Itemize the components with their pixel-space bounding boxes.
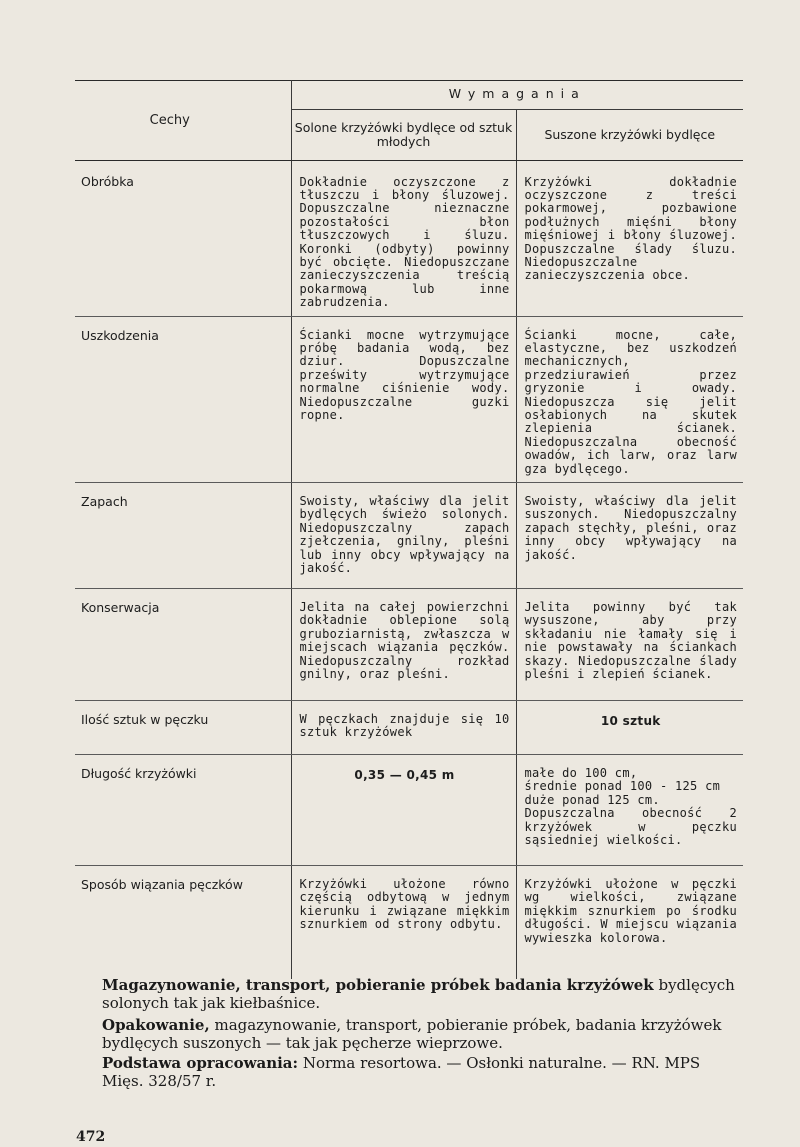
table-row: [75, 755, 743, 866]
row-salted: 0,35 — 0,45 m: [291, 755, 516, 866]
table-row: [75, 483, 743, 589]
page-number: 472: [76, 1129, 106, 1145]
footer-paragraph-basis: [102, 1054, 742, 1090]
table-row: [75, 866, 743, 979]
row-salted: Ścianki mocne wytrzymujące próbę badania wodą, bez dziur. Dopuszczalne prześwity wytrzymujące normalne ciśnienie wody. Niedopuszczalne guzki ropne.: [291, 316, 516, 482]
footer-storage-bold: Magazynowanie, transport, pobieranie próbek badania krzyżówek: [102, 976, 654, 994]
footer-basis-bold: Podstawa opracowania:: [102, 1054, 299, 1072]
row-feature: Ilość sztuk w pęczku: [75, 701, 291, 755]
length-medium: średnie ponad 100 - 125 cm: [524, 779, 721, 794]
footer-paragraph-storage: [102, 976, 742, 1012]
table-row: [75, 171, 743, 317]
row-feature: Uszkodzenia: [75, 316, 291, 482]
length-large: duże ponad 125 cm.: [524, 792, 660, 807]
row-feature: Zapach: [75, 483, 291, 589]
length-small: małe do 100 cm,: [524, 766, 638, 781]
row-dried: Swoisty, właściwy dla jelit suszonych. Niedopuszczalny zapach stęchły, pleśni, oraz inny obcy wpływający na jakość.: [516, 483, 743, 589]
requirements-table: [75, 80, 743, 979]
row-dried: Ścianki mocne, całe, elastyczne, bez uszkodzeń mechanicznych, przedziurawień przez gryzonie i owady. Niedopuszcza się jelit osłabionych na skutek zlepienia ścianek. Niedopuszczalna obecność owadów, ich larw, oraz larw gza bydlęcego.: [516, 316, 743, 482]
row-dried: [516, 755, 743, 866]
table-row: [75, 701, 743, 755]
header-requirements: Wymagania: [291, 81, 743, 110]
row-dried: Jelita powinny być tak wysuszone, aby przy składaniu nie łamały się i nie powstawały na ściankach skazy. Niedopuszczalne ślady pleśni i zlepień ścianek.: [516, 589, 743, 701]
row-dried: 10 sztuk: [516, 701, 743, 755]
row-dried: Krzyżówki dokładnie oczyszczone z treści pokarmowej, pozbawione podłużnych mięśni błony mięśniowej i błony śluzowej. Dopuszczalne ślady śluzu. Niedopuszczalne zanieczyszczenia obce.: [516, 171, 743, 317]
table-row: [75, 589, 743, 701]
row-feature: Sposób wiązania pęczków: [81, 877, 243, 893]
row-feature: Obróbka: [75, 171, 291, 317]
row-salted: Jelita na całej powierzchni dokładnie oblepione solą gruboziarnistą, zwłaszcza w miejscach wiązania pęczków. Niedopuszczalny rozkład gnilny, oraz pleśni.: [291, 589, 516, 701]
length-note: Dopuszczalna obecność 2 krzyżówek w pęczku sąsiedniej wielkości.: [524, 806, 737, 848]
row-salted: Dokładnie oczyszczone z tłuszczu i błony śluzowej. Dopuszczalne nieznaczne pozostałości błon tłuszczowych i śluzu. Koronki (odbyty) powinny być obcięte. Niedopuszczane zanieczyszczenia treścią pokarmową lub inne zabrudzenia.: [291, 171, 516, 317]
footer-packaging-text: magazynowanie, transport, pobieranie próbek, badania krzyżówek bydlęcych suszonych — tak jak pęcherze wieprzowe.: [102, 1016, 722, 1052]
row-salted: Swoisty, właściwy dla jelit bydlęcych świeżo solonych. Niedopuszczalny zapach zjełczenia, gnilny, pleśni lub inny obcy wpływający na jakość.: [291, 483, 516, 589]
header-dried: Suszone krzyżówki bydlęce: [516, 110, 743, 161]
header-salted: Solone krzyżówki bydlęce od sztuk młodych: [291, 110, 516, 161]
footer-storage-text: bydlęcych solonych tak jak kiełbaśnice.: [102, 976, 735, 1012]
footer-packaging-bold: Opakowanie,: [102, 1016, 210, 1034]
header-feature: Cechy: [75, 81, 291, 161]
row-feature: Konserwacja: [75, 589, 291, 701]
row-dried: Krzyżówki ułożone w pęczki wg wielkości, związane miękkim sznurkiem po środku długości. W miejscu wiązania wywieszka kolorowa.: [516, 866, 743, 979]
footer-basis-text: Norma resortowa. — Osłonki naturalne. — RN. MPS Mięs. 328/57 r.: [102, 1054, 701, 1090]
row-feature: Długość krzyżówki: [75, 755, 291, 866]
row-salted: W pęczkach znajduje się 10 sztuk krzyżówek: [291, 701, 516, 755]
table-row: [75, 316, 743, 482]
footer-paragraph-packaging: [102, 1016, 742, 1052]
row-salted: Krzyżówki ułożone równo częścią odbytową w jednym kierunku i związane miękkim sznurkiem od strony odbytu.: [291, 866, 516, 979]
